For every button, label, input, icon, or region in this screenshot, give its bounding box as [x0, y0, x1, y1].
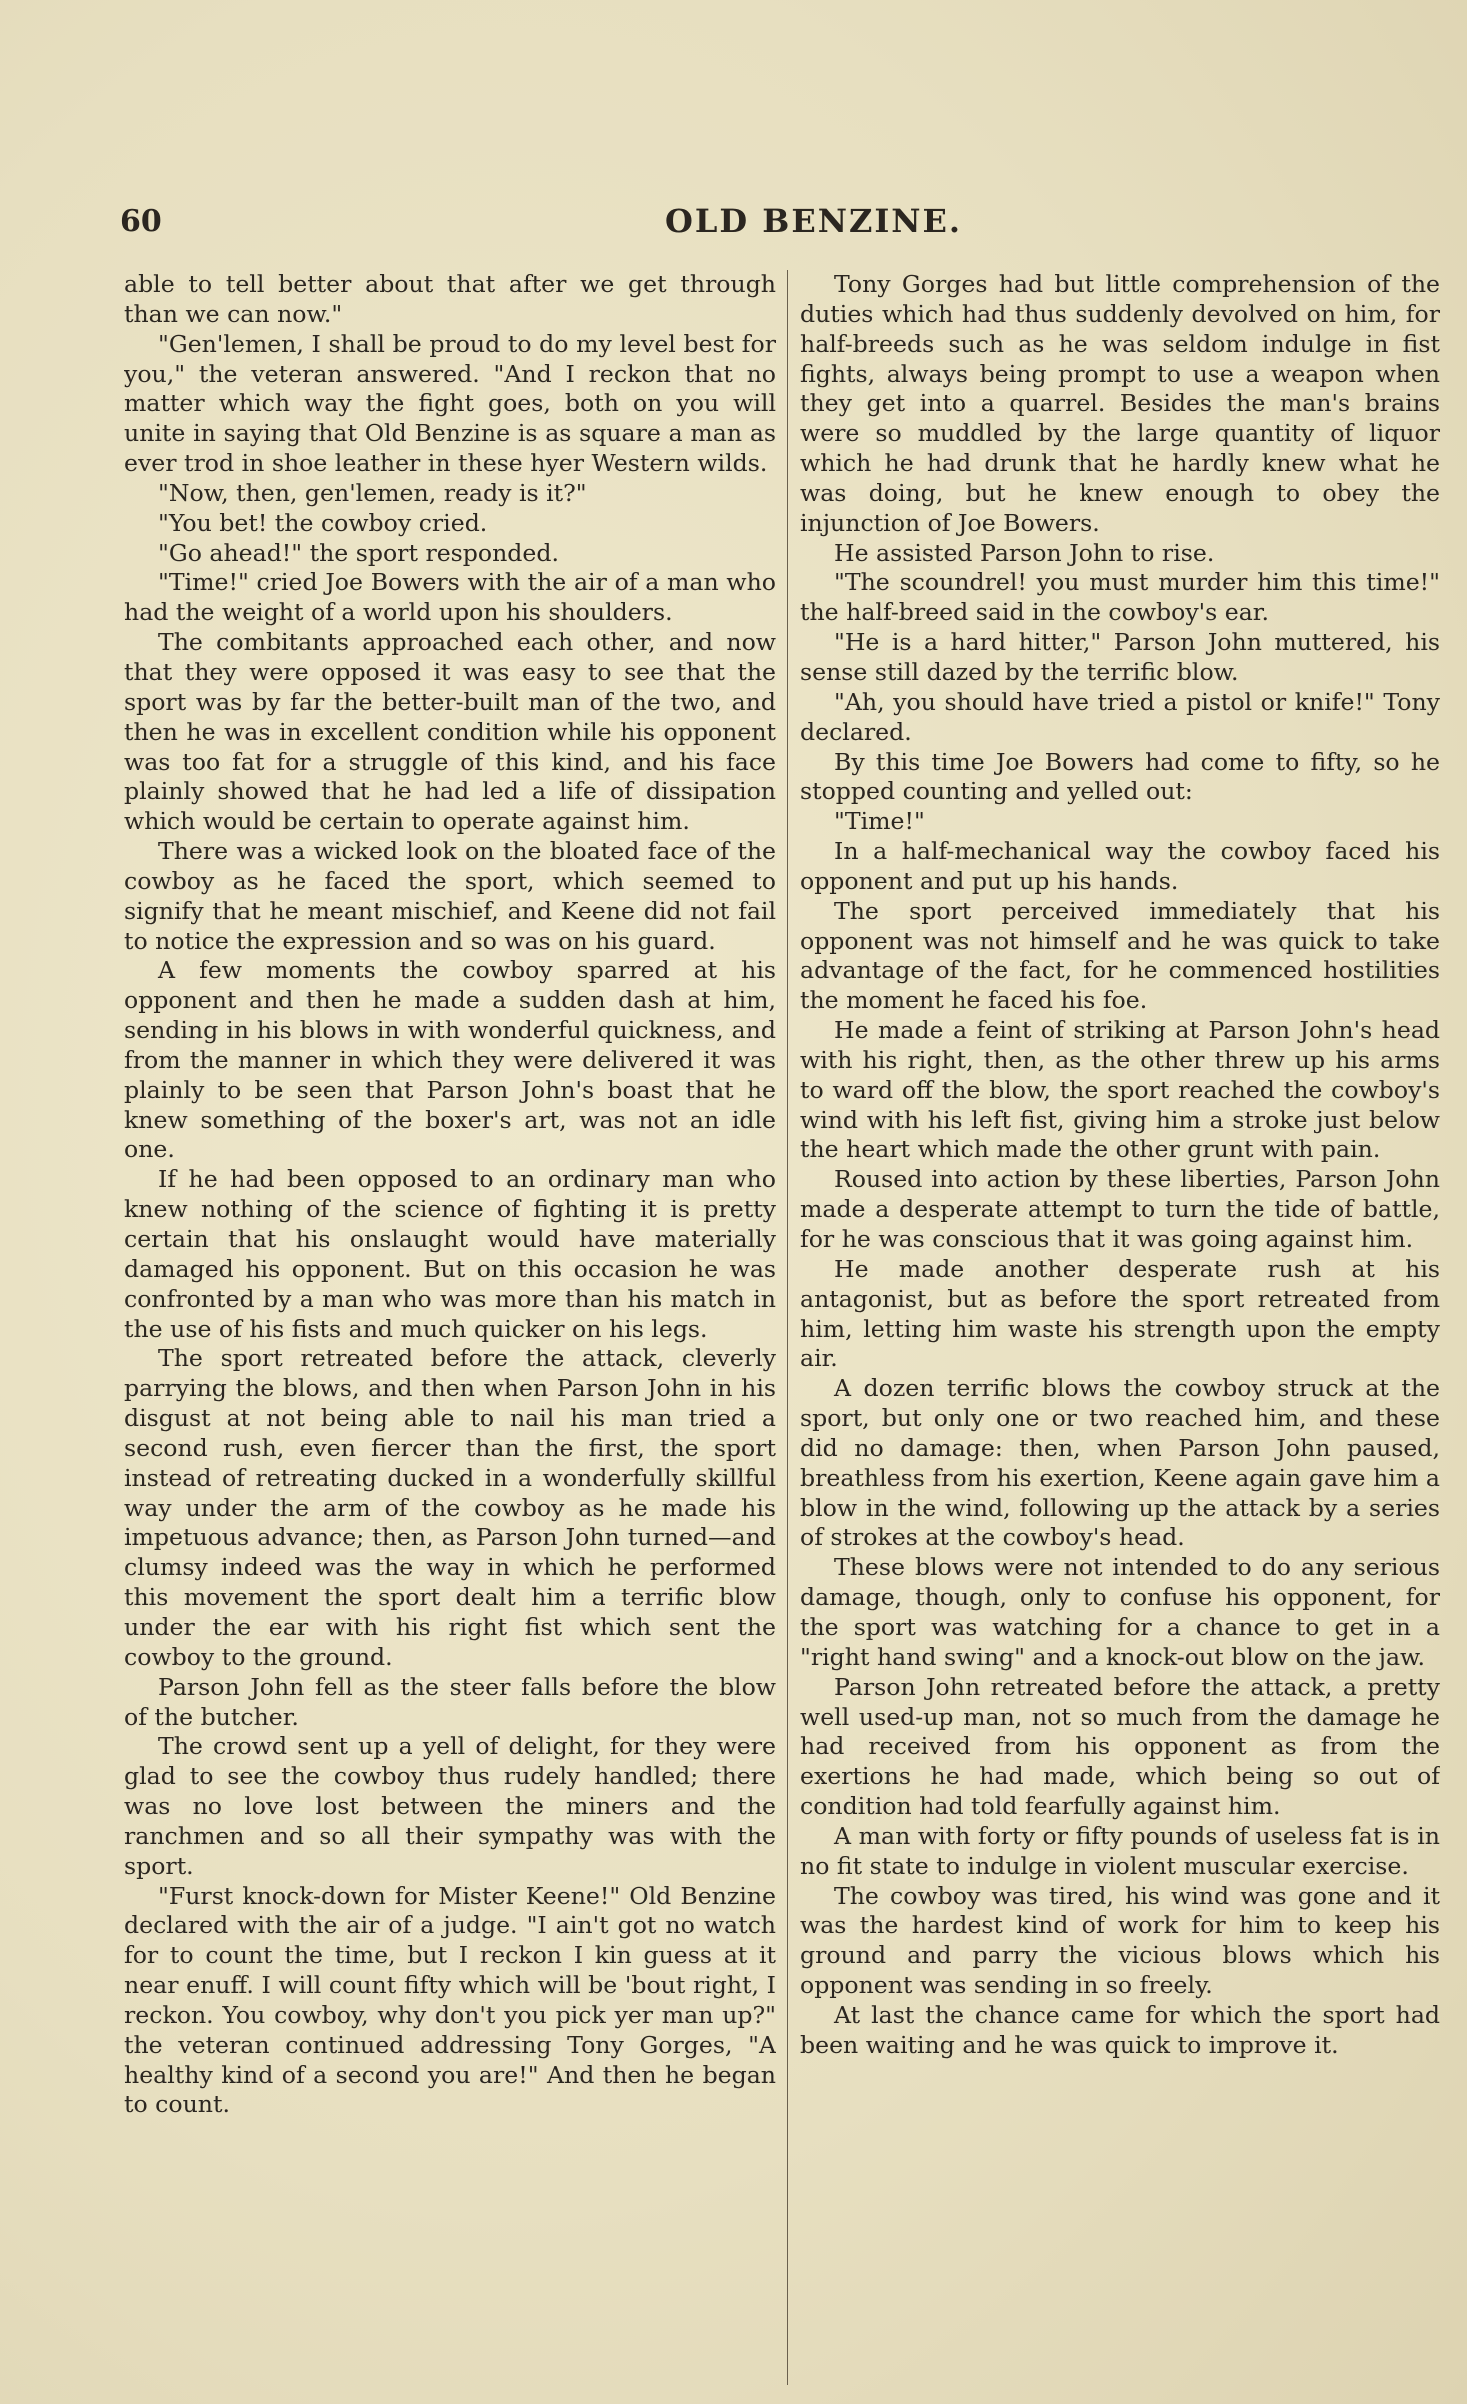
- paragraph: Parson John retreated before the attack, a pretty well used-up man, not so much from the damage he had received from his opponent as from the exertions he had made, which being so out of condition had told fearfully against him.: [800, 1672, 1440, 1821]
- paragraph: "You bet! the cowboy cried.: [158, 508, 488, 537]
- paragraph: He assisted Parson John to rise.: [834, 538, 1215, 567]
- paragraph: There was a wicked look on the bloated face of the cowboy as he faced the sport, which seemed to signify that he meant mischief, and Keene did not fail to notice the expression and so was on his guard.: [124, 837, 776, 955]
- paragraph: The cowboy was tired, his wind was gone and it was the hardest kind of work for him to keep his ground and parry the vicious blows which his opponent was sending in so freely.: [800, 1881, 1440, 2000]
- paragraph: "Time!": [834, 807, 925, 836]
- running-title: OLD BENZINE.: [665, 202, 963, 240]
- paragraph: "Now, then, gen'lemen, ready is it?": [158, 478, 587, 507]
- paragraph: A man with forty or fifty pounds of useless fat is in no fit state to indulge in violent muscular exercise.: [800, 1821, 1440, 1880]
- paragraph: "Furst knock-down for Mister Keene!" Old Benzine declared with the air of a judge. "I ain't got no watch for to count the time, but I reckon I kin guess at it near enuff. I will count fifty which will be 'bout right, I reckon. You cowboy, why don't you pick yer man up?" the veteran continued addressing Tony Gorges, "A healthy kind of a second you are!" And then he began to count.: [124, 1881, 776, 2119]
- paragraph: "He is a hard hitter," Parson John muttered, his sense still dazed by the terrific blow.: [800, 628, 1440, 686]
- paragraph: able to tell better about that after we get through than we can now.": [124, 270, 776, 328]
- page-number: 60: [120, 204, 162, 239]
- paragraph: "Ah, you should have tried a pistol or knife!" Tony declared.: [800, 687, 1440, 746]
- paragraph: "Gen'lemen, I shall be proud to do my level best for you," the veteran answered. "And I reckon that no matter which way the fight goes, both on you will unite in saying that Old Benzine is as square a man as ever trod in shoe leather in these hyer Western wilds.: [124, 329, 776, 478]
- paragraph: "Go ahead!" the sport responded.: [158, 538, 559, 567]
- paragraph: If he had been opposed to an ordinary man who knew nothing of the science of fighting it is pretty certain that his onslaught would have materially damaged his opponent. But on this occasion he was confronted by a man who was more than his match in the use of his fists and much quicker on his legs.: [124, 1165, 776, 1343]
- paragraph: These blows were not intended to do any serious damage, though, only to confuse his opponent, for the sport was watching for a chance to get in a "right hand swing" and a knock-out blow on the jaw.: [800, 1553, 1440, 1671]
- paragraph: The crowd sent up a yell of delight, for they were glad to see the cowboy thus rudely handled; there was no love lost between the miners and the ranchmen and so all their sympathy was with the sport.: [124, 1732, 776, 1880]
- page-header: [120, 196, 1380, 246]
- paragraph: He made a feint of striking at Parson John's head with his right, then, as the other threw up his arms to ward off the blow, the sport reached the cowboy's wind with his left fist, giving him a stroke just below the heart which made the other grunt with pain.: [800, 1016, 1440, 1164]
- paragraph: Tony Gorges had but little comprehension of the duties which had thus suddenly devolved on him, for half-breeds such as he was seldom indulge in fist fights, always being prompt to use a weapon when they get into a quarrel. Besides the man's brains were so muddled by the large quantity of liquor which he had drunk that he hardly knew what he was doing, but he knew enough to obey the injunction of Joe Bowers.: [800, 270, 1440, 537]
- paragraph: A few moments the cowboy sparred at his opponent and then he made a sudden dash at him, sending in his blows in with wonderful quickness, and from the manner in which they were delivered it was plainly to be seen that Parson John's boast that he knew something of the boxer's art, was not an idle one.: [124, 956, 776, 1164]
- paragraph: The sport perceived immediately that his opponent was not himself and he was quick to take advantage of the fact, for he commenced hostilities the moment he faced his foe.: [800, 896, 1440, 1015]
- paragraph: Roused into action by these liberties, Parson John made a desperate attempt to turn the tide of battle, for he was conscious that it was going against him.: [800, 1165, 1440, 1253]
- paragraph: The combitants approached each other, and now that they were opposed it was easy to see that the sport was by far the better-built man of the two, and then he was in excellent condition while his opponent was too fat for a struggle of this kind, and his face plainly showed that he had led a life of dissipation which would be certain to operate against him.: [124, 628, 776, 836]
- column-divider: [787, 270, 788, 2385]
- paragraph: Parson John fell as the steer falls before the blow of the butcher.: [124, 1672, 776, 1731]
- paragraph: A dozen terrific blows the cowboy struck at the sport, but only one or two reached him, and these did no damage: then, when Parson John paused, breathless from his exertion, Keene again gave him a blow in the wind, following up the attack by a series of strokes at the cowboy's head.: [800, 1374, 1440, 1552]
- paragraph: At last the chance came for which the sport had been waiting and he was quick to improve it.: [800, 2000, 1440, 2059]
- paragraph: In a half-mechanical way the cowboy faced his opponent and put up his hands.: [800, 837, 1440, 895]
- paragraph: The sport retreated before the attack, cleverly parrying the blows, and then when Parson John in his disgust at not being able to nail his man tried a second rush, even fiercer than the first, the sport instead of retreating ducked in a wonderfully skillful way under the arm of the cowboy as he made his impetuous advance; then, as Parson John turned—and clumsy indeed was the way in which he performed this movement the sport dealt him a terrific blow under the ear with his right fist which sent the cowboy to the ground.: [124, 1344, 776, 1671]
- paragraph: By this time Joe Bowers had come to fifty, so he stopped counting and yelled out:: [800, 747, 1440, 806]
- right-column: [800, 270, 1440, 2390]
- left-column: [124, 270, 776, 2390]
- paragraph: "The scoundrel! you must murder him this time!" the half-breed said in the cowboy's ear.: [800, 568, 1440, 627]
- paragraph: He made another desperate rush at his antagonist, but as before the sport retreated from him, letting him waste his strength upon the empty air.: [800, 1254, 1440, 1373]
- paragraph: "Time!" cried Joe Bowers with the air of a man who had the weight of a world upon his shoulders.: [124, 568, 776, 627]
